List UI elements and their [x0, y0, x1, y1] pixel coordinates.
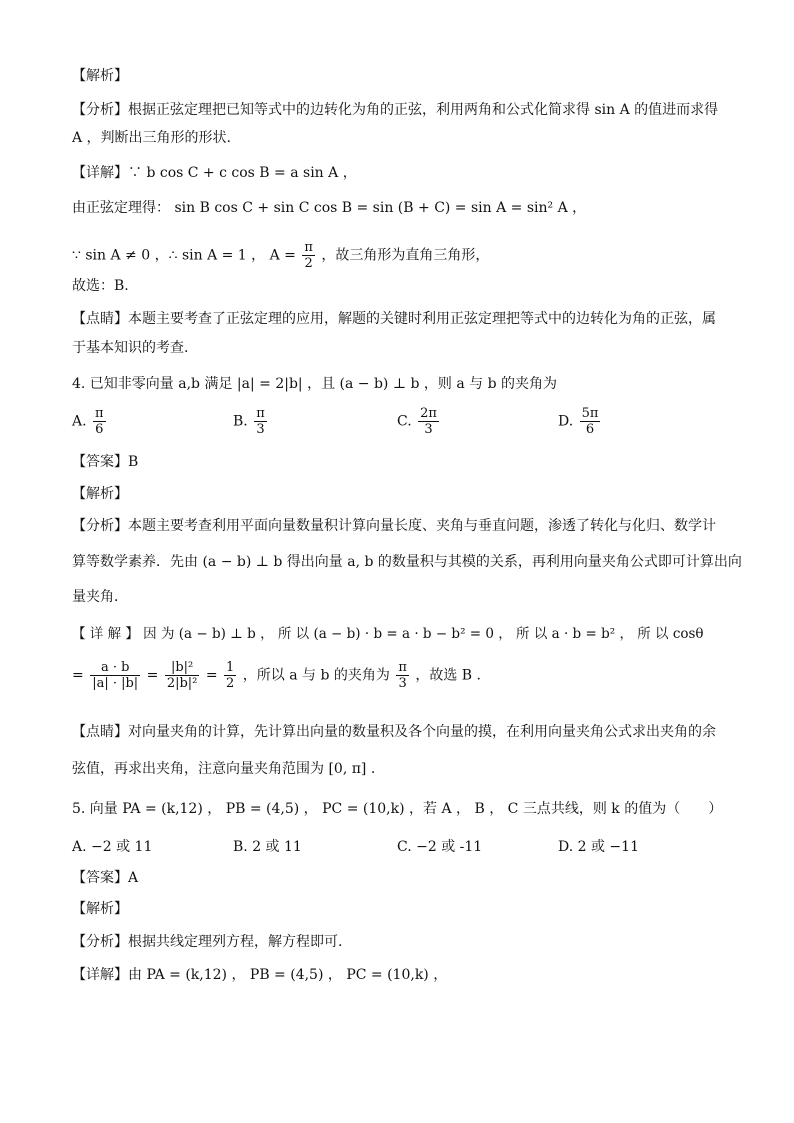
detail-text: 【详解】∵ b cos C + c cos B = a sin A ，: [72, 165, 357, 181]
analysis-header: 【解析】: [72, 68, 128, 84]
question-stem: 5. 向量 PA = (k,12) ， PB = (4,5) ， PC = (10,k) ，若 A ， B ， C 三点共线，则 k 的值为（ ）: [72, 801, 723, 817]
option-d: D. 2 或 −11: [558, 839, 639, 855]
option-c: C. −2 或 -11: [397, 839, 483, 855]
fraction: $\frac{1}{2}$: [226, 660, 235, 691]
analysis-text: 【分析】根据正弦定理把已知等式中的边转化为角的正弦，利用两角和公式化简求得 sin A 的值进而求得: [72, 102, 719, 118]
question-stem: 4. 已知非零向量 a,b 满足 |a| = 2|b| ，且 (a − b) ⊥ b ，则 a 与 b 的夹角为: [72, 376, 557, 392]
analysis-text: A ，判断出三角形的形状.: [72, 130, 232, 146]
detail-step: 由正弦定理得： sin B cos C + sin C cos B = sin (B + C) = sin A = sin² A ，: [72, 200, 587, 216]
fraction: $\frac{\pi}{3}$: [398, 660, 407, 691]
step-text: ∵ sin A ≠ 0 ，∴ sin A = 1 ， A =: [72, 247, 296, 264]
analysis-text: 【分析】本题主要考查利用平面向量数量积计算向量长度、夹角与垂直问题，渗透了转化与化归、数学计: [72, 518, 716, 534]
analysis-header: 【解析】: [72, 486, 128, 502]
fraction: $\frac{\text{|b|²}}{\text{2|b|²}}$: [166, 660, 198, 691]
answer-text: 【答案】B: [72, 454, 139, 470]
analysis-text: 算等数学素养．先由 (a − b) ⊥ b 得出向量 a, b 的数量积与其模的关系，再利用向量夹角公式即可计算出向: [72, 554, 742, 570]
detail-step: [72, 240, 489, 271]
option-c: C. $\frac{2\pi}{3}$: [397, 406, 437, 437]
comment-text: 【点睛】对向量夹角的计算，先计算出向量的数量积及各个向量的摸，在利用向量夹角公式求出夹角的余: [72, 724, 716, 740]
detail-text: 【 详 解 】 因 为 (a − b) ⊥ b ， 所 以 (a − b) · b = a · b − b² = 0 ， 所 以 a · b = b² ， 所 以 cosθ: [72, 626, 704, 642]
fraction: $\frac{\pi}{2}$: [304, 240, 313, 271]
option-a: A. −2 或 11: [72, 839, 153, 855]
option-d: D. $\frac{5\pi}{6}$: [558, 406, 599, 437]
comment-text: 【点睛】本题主要考查了正弦定理的应用，解题的关键时利用正弦定理把等式中的边转化为角的正弦，属: [72, 311, 716, 327]
comment-text: 于基本知识的考查.: [72, 340, 189, 356]
choice-text: 故选：B.: [72, 278, 129, 294]
option-b: B. 2 或 11: [233, 839, 302, 855]
analysis-header: 【解析】: [72, 901, 128, 917]
answer-text: 【答案】A: [72, 870, 139, 886]
detail-text: 【详解】由 PA = (k,12) ， PB = (4,5) ， PC = (10,k) ，: [72, 967, 448, 983]
step-text: ，故三角形为直角三角形，: [321, 247, 490, 264]
fraction: $\frac{a \cdot b}{|a| \cdot |b|}$: [92, 660, 139, 691]
option-b: B. $\frac{\pi}{3}$: [233, 406, 265, 437]
analysis-text: 量夹角．: [72, 589, 128, 605]
option-a: A. $\frac{\pi}{6}$: [72, 406, 104, 437]
detail-formula: = $\frac{a \cdot b}{|a| \cdot |b|}$ = $\frac{\text{|b|²}}{\text{2|b|²}}$ = $\frac{1}{2}$ ，所以 a 与 b 的夹角为 $\frac{\pi}{3}$ ，故选 B .: [72, 660, 481, 691]
analysis-text: 【分析】根据共线定理列方程，解方程即可.: [72, 934, 343, 950]
comment-text: 弦值，再求出夹角，注意向量夹角范围为 [0, π] .: [72, 761, 376, 777]
